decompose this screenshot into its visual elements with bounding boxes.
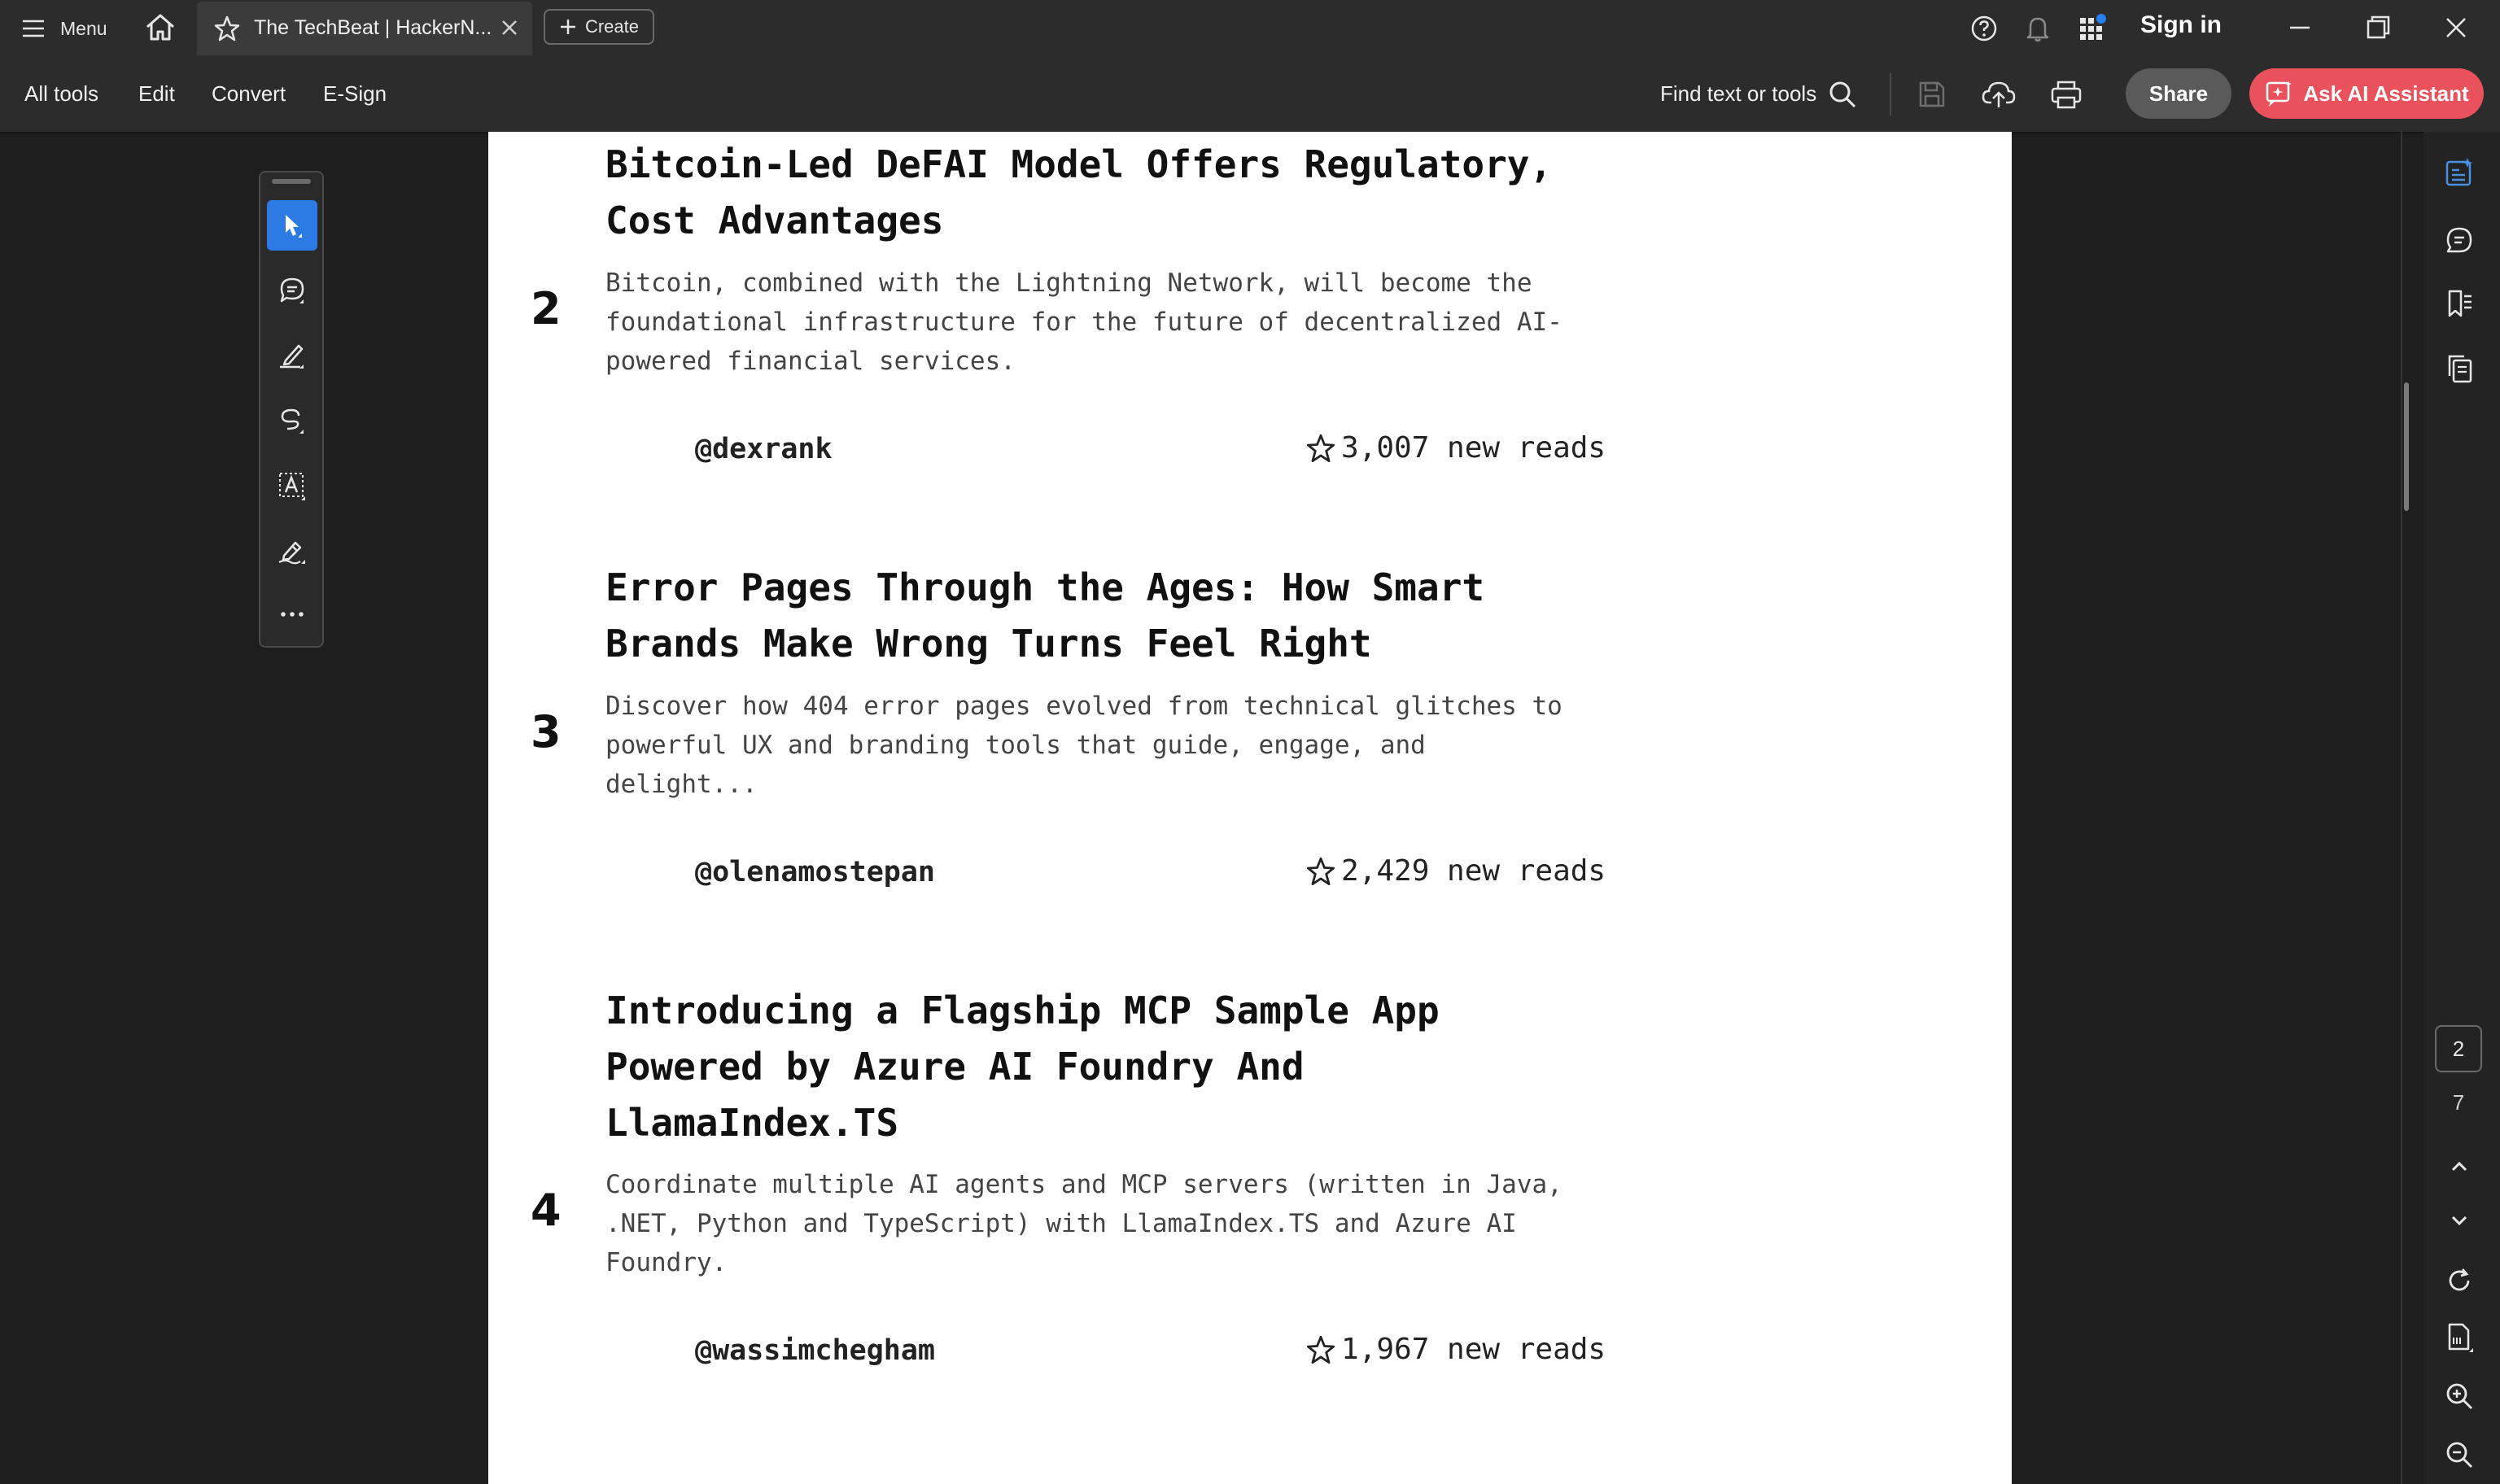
create-button[interactable] — [544, 9, 654, 45]
ask-ai-assistant-button[interactable] — [2249, 68, 2484, 119]
more-options-icon — [278, 609, 307, 619]
sign-in-button[interactable]: Sign in — [2140, 11, 2222, 38]
help-icon[interactable] — [1969, 14, 1999, 43]
article-title[interactable]: Introducing a Flagship MCP Sample App Powered by Azure AI Foundry And LlamaIndex.TS — [605, 989, 1440, 1145]
home-icon[interactable] — [143, 11, 181, 46]
hamburger-icon — [21, 19, 46, 38]
text-box-tool-button[interactable] — [267, 460, 317, 511]
article-reads — [1305, 431, 1606, 465]
quick-tools-palette — [259, 171, 324, 648]
article-rank-number: 4 — [531, 1185, 562, 1236]
article-author[interactable]: @wassimchegham — [695, 1334, 936, 1367]
reads-count: 3,007 new reads — [1341, 431, 1606, 465]
notifications-bell-icon[interactable] — [2023, 13, 2052, 44]
document-tab[interactable] — [197, 2, 532, 55]
e-sign-menu[interactable]: E-Sign — [323, 81, 387, 106]
star-icon[interactable] — [213, 15, 241, 42]
article-rank-number: 2 — [531, 283, 562, 334]
cloud-upload-icon[interactable] — [1981, 78, 2017, 111]
previous-page-icon[interactable] — [2443, 1152, 2476, 1181]
article-description: Coordinate multiple AI agents and MCP servers (written in Java, .NET, Python and TypeScript) with LlamaIndex.TS and Azure AI Foundry. — [605, 1170, 1562, 1277]
ai-assistant-icon — [2264, 78, 2295, 109]
text-box-icon — [276, 469, 308, 502]
total-pages: 7 — [2452, 1090, 2465, 1115]
current-page-input[interactable]: 2 — [2435, 1025, 2482, 1072]
article-reads — [1305, 854, 1606, 888]
article-title[interactable]: Bitcoin-Led DeFAI Model Offers Regulatory, Cost Advantages — [605, 142, 1553, 242]
article-reads — [1305, 1333, 1606, 1366]
edit-menu[interactable]: Edit — [138, 81, 175, 106]
document-page — [488, 132, 2012, 1484]
reads-count: 1,967 new reads — [1341, 1333, 1606, 1366]
all-tools-menu[interactable]: All tools — [24, 81, 99, 106]
highlight-tool-button[interactable] — [267, 330, 317, 381]
save-icon[interactable] — [1916, 78, 1948, 111]
article-author[interactable]: @olenamostepan — [695, 856, 936, 888]
search-icon[interactable] — [1826, 78, 1859, 111]
menu-label: Menu — [60, 17, 107, 39]
bookmarks-panel-icon[interactable] — [2443, 288, 2476, 321]
page-display-icon[interactable] — [2443, 1321, 2476, 1354]
minimize-window-icon[interactable] — [2285, 13, 2314, 42]
create-label: Create — [584, 16, 640, 37]
next-page-icon[interactable] — [2443, 1206, 2476, 1235]
article-description: Bitcoin, combined with the Lightning Network, will become the foundational infrastructure for the future of decentralized AI- powered financial services. — [605, 268, 1562, 376]
close-tab-icon[interactable] — [498, 16, 521, 39]
vertical-scrollbar-thumb[interactable] — [2404, 382, 2409, 511]
close-window-icon[interactable] — [2441, 13, 2471, 42]
star-icon — [1305, 433, 1336, 464]
star-icon — [1305, 1334, 1336, 1365]
article-rank-number: 3 — [531, 706, 562, 757]
article-author[interactable]: @dexrank — [695, 433, 833, 465]
draw-freehand-tool-button[interactable] — [267, 395, 317, 446]
sign-pen-icon — [276, 535, 308, 567]
pointer-cursor-icon — [278, 211, 307, 240]
star-icon — [1305, 856, 1336, 887]
article-title[interactable]: Error Pages Through the Ages: How Smart Brands Make Wrong Turns Feel Right — [605, 565, 1485, 666]
convert-menu[interactable]: Convert — [212, 81, 286, 106]
rotate-view-icon[interactable] — [2443, 1264, 2476, 1297]
select-tool-button[interactable] — [267, 200, 317, 251]
reads-count: 2,429 new reads — [1341, 854, 1606, 888]
comments-panel-icon[interactable] — [2443, 225, 2476, 257]
plus-icon — [559, 18, 577, 36]
tab-title: The TechBeat | HackerN... — [254, 16, 492, 39]
print-icon[interactable] — [2049, 78, 2083, 111]
menu-button[interactable] — [21, 15, 107, 42]
freehand-draw-icon — [276, 404, 308, 437]
zoom-in-icon[interactable] — [2443, 1380, 2476, 1412]
fill-and-sign-tool-button[interactable] — [267, 526, 317, 576]
zoom-out-icon[interactable] — [2443, 1438, 2476, 1471]
apps-grid-icon[interactable] — [2077, 13, 2108, 44]
highlighter-pen-icon — [276, 339, 308, 372]
generative-summary-icon[interactable] — [2443, 156, 2476, 189]
toolbar-divider — [1890, 73, 1891, 116]
find-text-or-tools[interactable]: Find text or tools — [1660, 81, 1817, 106]
more-tools-button[interactable] — [267, 589, 317, 639]
ai-assistant-label: Ask AI Assistant — [2303, 81, 2469, 106]
restore-window-icon[interactable] — [2363, 13, 2393, 42]
comment-icon — [276, 274, 308, 307]
share-button[interactable]: Share — [2126, 68, 2231, 119]
organize-pages-icon[interactable] — [2443, 351, 2476, 384]
add-comment-tool-button[interactable] — [267, 265, 317, 316]
article-description: Discover how 404 error pages evolved from technical glitches to powerful UX and branding tools that guide, engage, and delight... — [605, 692, 1562, 799]
scroll-track — [2401, 132, 2402, 1484]
palette-drag-handle[interactable] — [272, 179, 311, 184]
